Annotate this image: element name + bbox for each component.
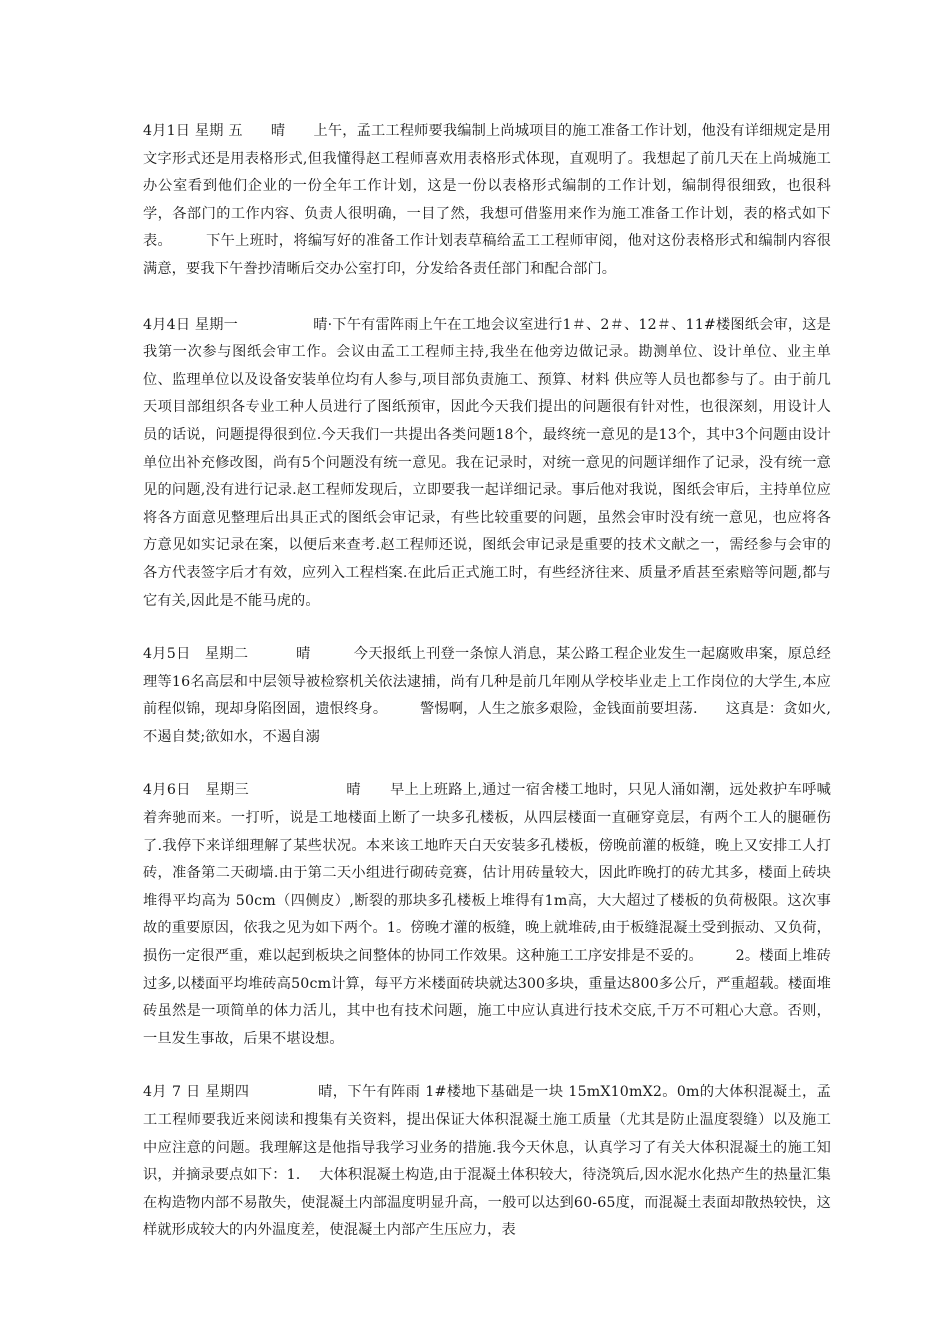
diary-entry-text: 4月 7 日 星期四 晴，下午有阵雨 1#楼地下基础是一块 15mX10mX2。0m的大体积混凝土，孟工工程师要我近来阅读和搜集有关资料，提出保证大体积混凝土施工质量（尤其是防止温度裂缝）以及施工中应注意的问题。我理解这是他指导我学习业务的措施.我今天休息，认真学习了有关大体积混凝土的施工知识，并摘录要点如下：1. 大体积混凝土构造,由于混凝土体积较大，待浇筑后,因水泥水化热产生的热量汇集在构造物内部不易散失，使混凝土内部温度明显升高，一般可以达到60-65度，而混凝土表面却散热较快，这样就形成较大的内外温度差，使混凝土内部产生压应力，表 [143, 1084, 831, 1239]
document-page [143, 118, 831, 1245]
diary-entry-apr-4 [143, 312, 831, 616]
diary-entry-apr-7 [143, 1079, 831, 1245]
diary-entry-apr-5 [143, 641, 831, 751]
diary-entry-text: 4月1日 星期 五 晴 上午，孟工工程师要我编制上尚城项目的施工准备工作计划，他没有详细规定是用文字形式还是用表格形式,但我懂得赵工程师喜欢用表格形式体现，直观明了。我想起了前几天在上尚城施工办公室看到他们企业的一份全年工作计划，这是一份以表格形式编制的工作计划，编制得很细致，也很科学，各部门的工作内容、负责人很明确，一目了然，我想可借鉴用来作为施工准备工作计划，表的格式如下表。 下午上班时，将编写好的准备工作计划表草稿给孟工工程师审阅，他对这份表格形式和编制内容很满意，要我下午誊抄清晰后交办公室打印，分发给各责任部门和配合部门。 [143, 123, 831, 277]
diary-entry-apr-6 [143, 777, 831, 1053]
diary-entry-apr-1 [143, 118, 831, 284]
diary-entry-text: 4月6日 星期三 晴 早上上班路上,通过一宿舍楼工地时，只见人涌如潮，远处救护车呼喊着奔驰而来。一打听，说是工地楼面上断了一块多孔楼板，从四层楼面一直砸穿竟层，有两个工人的腿砸伤了.我停下来详细理解了某些状况。本来该工地昨天白天安装多孔楼板，傍晚前灌的板缝，晚上又安排工人打砖，准备第二天砌墙.由于第二天小组进行砌砖竞赛，估计用砖量较大，因此昨晚打的砖尤其多，楼面上砖块堆得平均高为 50cm（四侧皮）,断裂的那块多孔楼板上堆得有1m高，大大超过了楼板的负荷极限。这次事故的重要原因，依我之见为如下两个。1。傍晚才灌的板缝，晚上就堆砖,由于板缝混凝土受到振动、又负荷，损伤一定很严重，难以起到板块之间整体的协同工作效果。这种施工工序安排是不妥的。 2。楼面上堆砖过多,以楼面平均堆砖高50cm计算，每平方米楼面砖块就达300多块，重量达800多公斤，严重超载。楼面堆砖虽然是一项简单的体力活儿，其中也有技术问题，施工中应认真进行技术交底,千万不可粗心大意。否则，一旦发生事故，后果不堪设想。 [143, 782, 831, 1047]
diary-entry-text: 4月5日 星期二 晴 今天报纸上刊登一条惊人消息，某公路工程企业发生一起腐败串案，原总经理等16名高层和中层领导被检察机关依法逮捕，尚有几种是前几年刚从学校毕业走上工作岗位的大学生,本应前程似锦，现却身陷囹圄，遗恨终身。 警惕啊，人生之旅多艰险，金钱面前要坦荡. 这真是：贪如火,不遏自焚;欲如水，不遏自溺 [143, 646, 831, 745]
diary-entry-text: 4月4日 星期一 晴·下午有雷阵雨上午在工地会议室进行1＃、2＃、12＃、11#楼图纸会审，这是我第一次参与图纸会审工作。会议由孟工工程师主持,我坐在他旁边做记录。勘测单位、设计单位、业主单位、监理单位以及设备安装单位均有人参与,项目部负责施工、预算、材料 供应等人员也都参与了。由于前几天项目部组织各专业工种人员进行了图纸预审，因此今天我们提出的问题很有针对性，也很深刻，用设计人员的话说，问题提得很到位.今天我们一共提出各类问题18个，最终统一意见的是13个，其中3个问题由设计单位出补充修改图，尚有5个问题没有统一意见。我在记录时，对统一意见的问题详细作了记录，没有统一意见的问题,没有进行记录.赵工程师发现后，立即要我一起详细记录。事后他对我说，图纸会审后，主持单位应将各方面意见整理后出具正式的图纸会审记录，有些比较重要的问题，虽然会审时没有统一意见，也应将各方意见如实记录在案，以便后来查考.赵工程师还说，图纸会审记录是重要的技术文献之一，需经参与会审的各方代表签字后才有效，应列入工程档案.在此后正式施工时，有些经济往来、质量矛盾甚至索赔等问题,都与它有关,因此是不能马虎的。 [143, 316, 831, 609]
